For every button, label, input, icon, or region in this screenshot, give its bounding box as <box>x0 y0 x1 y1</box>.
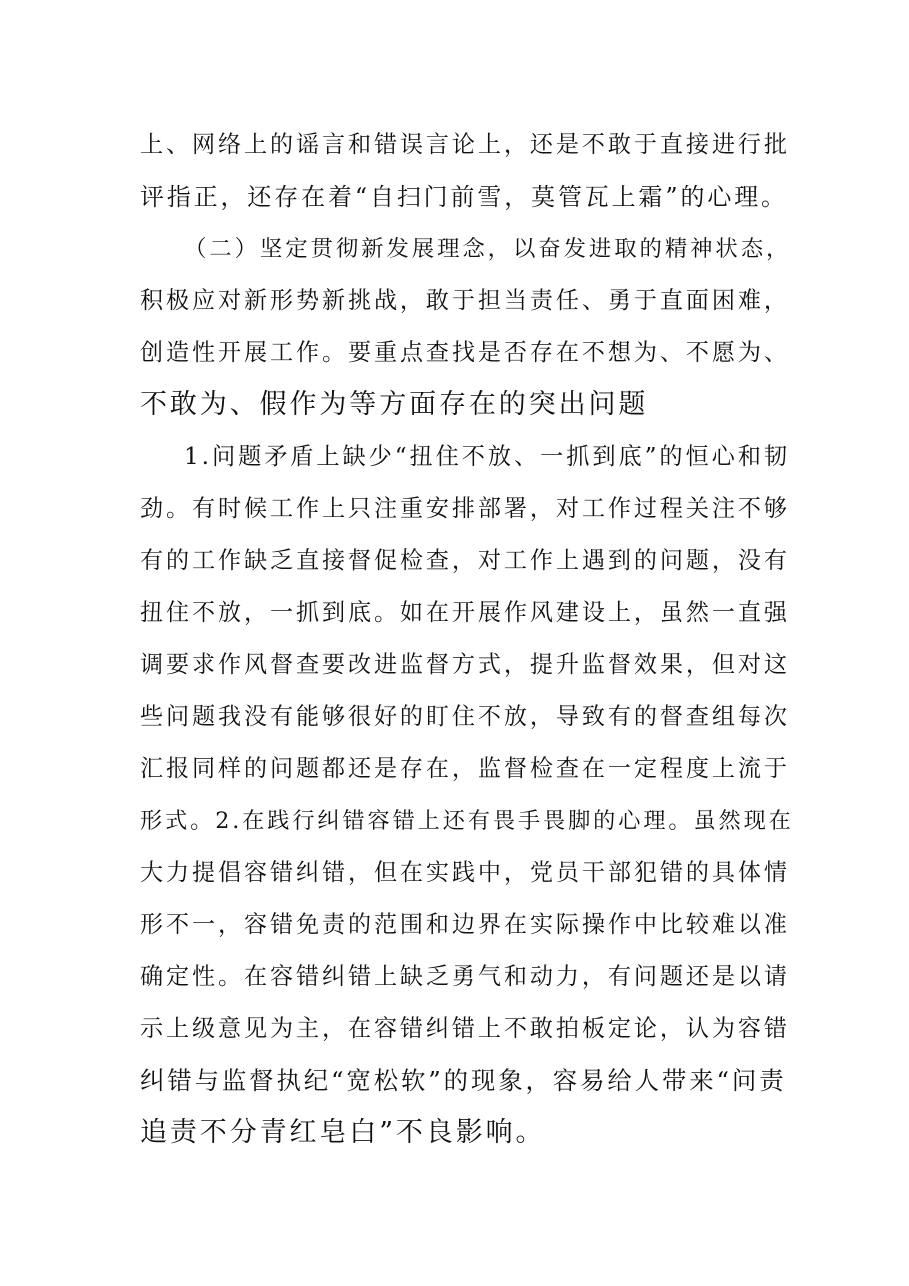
text-line-16: 形不一，容错免责的范围和边界在实际操作中比较难以准 <box>140 912 790 938</box>
text-line-20: 追责不分青红皂白”不良影响。 <box>140 1117 546 1148</box>
text-line-1: 上、网络上的谣言和错误言论上，还是不敢于直接进行批 <box>140 132 790 158</box>
text-line-7: 1.问题矛盾上缺少“扭住不放、一抓到底”的恒心和韧 <box>184 443 790 470</box>
section-heading-line-3: 创造性开展工作。要重点查找是否存在不想为、不愿为、 <box>140 340 790 366</box>
section-heading-line-2: 积极应对新形势新挑战，敢于担当责任、勇于直面困难， <box>140 288 790 314</box>
text-line-2: 评指正，还存在着“自扫门前雪，莫管瓦上霜”的心理。 <box>140 183 788 211</box>
text-line-14: 形式。2.在践行纠错容错上还有畏手畏脚的心理。虽然现在 <box>140 808 794 834</box>
text-line-13: 汇报同样的问题都还是存在，监督检查在一定程度上流于 <box>140 756 790 782</box>
text-line-12: 些问题我没有能够很好的盯住不放，导致有的督查组每次 <box>140 704 790 730</box>
text-line-19: 纠错与监督执纪“宽松软”的现象，容易给人带来“问责 <box>140 1066 787 1095</box>
text-line-10: 扭住不放，一抓到底。如在开展作风建设上，虽然一直强 <box>140 600 790 626</box>
section-heading-line-1: （二）坚定贯彻新发展理念，以奋发进取的精神状态， <box>184 236 792 262</box>
section-heading-line-4: 不敢为、假作为等方面存在的突出问题 <box>140 389 649 420</box>
text-line-9: 有的工作缺乏直接督促检查，对工作上遇到的问题，没有 <box>140 548 790 574</box>
text-line-8: 劲。有时候工作上只注重安排部署，对工作过程关注不够 <box>140 496 790 522</box>
text-line-15: 大力提倡容错纠错，但在实践中，党员干部犯错的具体情 <box>140 860 790 886</box>
text-line-11: 调要求作风督查要改进监督方式，提升监督效果，但对这 <box>140 652 790 678</box>
text-line-17: 确定性。在容错纠错上缺乏勇气和动力，有问题还是以请 <box>140 964 790 990</box>
text-line-18: 示上级意见为主，在容错纠错上不敢拍板定论，认为容错 <box>140 1016 790 1042</box>
